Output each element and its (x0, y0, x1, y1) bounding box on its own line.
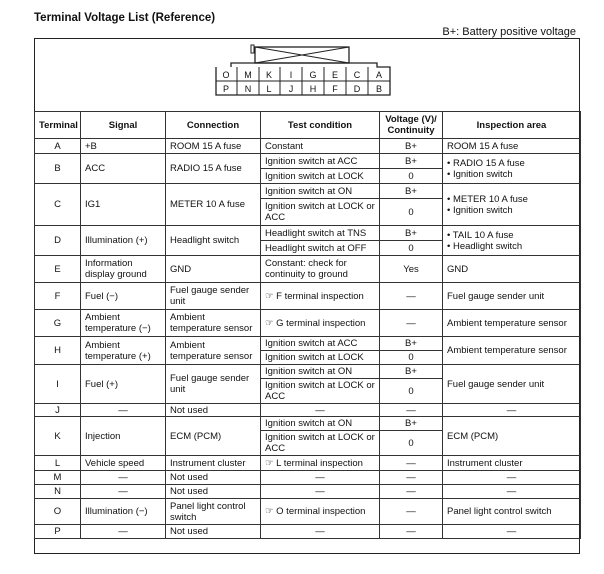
pin-F: F (332, 84, 338, 94)
inspection-cell: Instrument cluster (443, 456, 581, 471)
table-row (35, 256, 581, 283)
signal-cell: Ambient temperature (+) (81, 337, 166, 365)
signal-cell: Illumination (−) (81, 499, 166, 525)
connection-cell: METER 10 A fuse (166, 184, 261, 226)
test-cell: Constant (261, 139, 380, 154)
pin-A: A (375, 70, 383, 80)
inspection-item: • RADIO 15 A fuse (447, 157, 525, 169)
inspection-item: • Ignition switch (447, 168, 513, 180)
test-cell: ☞ G terminal inspection (261, 310, 380, 337)
inspection-cell: — (443, 485, 581, 499)
table-row (35, 283, 581, 310)
table-row (35, 525, 581, 539)
test-cell: ☞ L terminal inspection (261, 456, 380, 471)
pin-L: L (266, 84, 272, 94)
header-connection: Connection (166, 112, 261, 139)
voltage-cell: B+ (380, 226, 443, 241)
signal-cell: Fuel (−) (81, 283, 166, 310)
inspection-cell: GND (443, 256, 581, 283)
voltage-cell: Yes (380, 256, 443, 283)
pin-D: D (353, 84, 361, 94)
inspection-cell: Panel light control switch (443, 499, 581, 525)
test-cell: — (261, 485, 380, 499)
test-cell: Headlight switch at OFF (261, 241, 380, 256)
header-terminal: Terminal (35, 112, 81, 139)
pin-H: H (309, 84, 317, 94)
test-cell: Ignition switch at ON (261, 417, 380, 431)
terminal-cell: J (35, 404, 81, 417)
voltage-cell: 0 (380, 379, 443, 404)
test-cell: Ignition switch at ACC (261, 337, 380, 351)
test-cell: — (261, 471, 380, 485)
test-cell: Ignition switch at LOCK or ACC (261, 431, 380, 456)
table-row (35, 404, 581, 417)
pin-B: B (375, 84, 383, 94)
inspection-item: • Ignition switch (447, 204, 513, 216)
test-cell: Ignition switch at LOCK (261, 351, 380, 365)
voltage-cell: 0 (380, 169, 443, 184)
signal-cell: Ambient temperature (−) (81, 310, 166, 337)
connector-diagram (35, 39, 581, 112)
pin-M: M (244, 70, 252, 80)
table-row (35, 499, 581, 525)
pin-C: C (353, 70, 361, 80)
table-row (35, 310, 581, 337)
inspection-item: • TAIL 10 A fuse (447, 229, 514, 241)
test-cell: Ignition switch at LOCK or ACC (261, 199, 380, 226)
inspection-cell: Fuel gauge sender unit (443, 283, 581, 310)
terminal-voltage-table (34, 111, 581, 539)
pin-N: N (244, 84, 252, 94)
table-header-row (35, 112, 581, 139)
signal-cell: IG1 (81, 184, 166, 226)
inspection-item: • METER 10 A fuse (447, 193, 528, 205)
inspection-cell: Fuel gauge sender unit (443, 365, 581, 404)
connection-cell: Fuel gauge sender unit (166, 283, 261, 310)
pin-G: G (309, 70, 317, 80)
inspection-cell: — (443, 471, 581, 485)
table-row (35, 471, 581, 485)
connection-cell: RADIO 15 A fuse (166, 154, 261, 184)
table-row (35, 139, 581, 154)
table-row (35, 184, 581, 199)
signal-cell: Injection (81, 417, 166, 456)
connection-cell: Not used (166, 471, 261, 485)
header-test-condition: Test condition (261, 112, 380, 139)
terminal-cell: L (35, 456, 81, 471)
header-signal: Signal (81, 112, 166, 139)
voltage-cell: — (380, 525, 443, 539)
connection-cell: Instrument cluster (166, 456, 261, 471)
terminal-cell: I (35, 365, 81, 404)
voltage-cell: — (380, 404, 443, 417)
voltage-cell: — (380, 471, 443, 485)
connection-cell: ROOM 15 A fuse (166, 139, 261, 154)
terminal-cell: M (35, 471, 81, 485)
pin-E: E (331, 70, 339, 80)
connection-cell: Ambient temperature sensor (166, 337, 261, 365)
test-cell: Ignition switch at ON (261, 184, 380, 199)
connection-cell: Not used (166, 485, 261, 499)
test-cell: Ignition switch at ON (261, 365, 380, 379)
terminal-cell: O (35, 499, 81, 525)
inspection-cell (443, 154, 581, 184)
voltage-cell: — (380, 485, 443, 499)
connection-cell: Fuel gauge sender unit (166, 365, 261, 404)
pin-P: P (222, 84, 230, 94)
terminal-cell: G (35, 310, 81, 337)
signal-cell: Vehicle speed (81, 456, 166, 471)
terminal-cell: B (35, 154, 81, 184)
test-cell: ☞ O terminal inspection (261, 499, 380, 525)
pin-K: K (265, 70, 273, 80)
inspection-item: • Headlight switch (447, 240, 523, 252)
header-voltage: Voltage (V)/ Continuity (380, 112, 443, 139)
test-cell: — (261, 404, 380, 417)
voltage-cell: 0 (380, 431, 443, 456)
test-cell: Ignition switch at LOCK or ACC (261, 379, 380, 404)
voltage-cell: B+ (380, 154, 443, 169)
pin-I: I (289, 70, 293, 80)
voltage-cell: — (380, 456, 443, 471)
table-row (35, 485, 581, 499)
terminal-cell: D (35, 226, 81, 256)
signal-cell: Illumination (+) (81, 226, 166, 256)
connection-cell: Panel light control switch (166, 499, 261, 525)
terminal-cell: N (35, 485, 81, 499)
table-row (35, 417, 581, 431)
table-row (35, 456, 581, 471)
terminal-cell: A (35, 139, 81, 154)
inspection-cell: ECM (PCM) (443, 417, 581, 456)
connection-cell: Headlight switch (166, 226, 261, 256)
signal-cell: Fuel (+) (81, 365, 166, 404)
table-row (35, 337, 581, 351)
connection-cell: Not used (166, 525, 261, 539)
voltage-cell: B+ (380, 139, 443, 154)
header-inspection: Inspection area (443, 112, 581, 139)
inspection-cell: Ambient temperature sensor (443, 310, 581, 337)
terminal-cell: K (35, 417, 81, 456)
inspection-cell (443, 184, 581, 226)
table-row (35, 365, 581, 379)
test-cell: Ignition switch at ACC (261, 154, 380, 169)
table-row (35, 226, 581, 241)
voltage-cell: B+ (380, 337, 443, 351)
terminal-cell: F (35, 283, 81, 310)
inspection-cell: ROOM 15 A fuse (443, 139, 581, 154)
test-cell: — (261, 525, 380, 539)
signal-cell: +B (81, 139, 166, 154)
test-cell: Constant: check for continuity to ground (261, 256, 380, 283)
terminal-cell: C (35, 184, 81, 226)
connection-cell: ECM (PCM) (166, 417, 261, 456)
test-cell: Ignition switch at LOCK (261, 169, 380, 184)
inspection-cell: Ambient temperature sensor (443, 337, 581, 365)
signal-cell: Information display ground (81, 256, 166, 283)
voltage-cell: — (380, 283, 443, 310)
terminal-cell: E (35, 256, 81, 283)
page-title: Terminal Voltage List (Reference) (34, 12, 216, 24)
pin-J: J (288, 84, 294, 94)
connection-cell: Ambient temperature sensor (166, 310, 261, 337)
signal-cell: — (81, 485, 166, 499)
voltage-cell: — (380, 499, 443, 525)
test-cell: Headlight switch at TNS (261, 226, 380, 241)
inspection-cell (443, 226, 581, 256)
voltage-cell: 0 (380, 351, 443, 365)
signal-cell: — (81, 404, 166, 417)
signal-cell: ACC (81, 154, 166, 184)
pin-O: O (222, 70, 230, 80)
voltage-cell: 0 (380, 199, 443, 226)
inspection-cell: — (443, 525, 581, 539)
connection-cell: GND (166, 256, 261, 283)
signal-cell: — (81, 525, 166, 539)
voltage-cell: B+ (380, 184, 443, 199)
voltage-cell: B+ (380, 417, 443, 431)
signal-cell: — (81, 471, 166, 485)
inspection-cell: — (443, 404, 581, 417)
table-row (35, 154, 581, 169)
voltage-cell: B+ (380, 365, 443, 379)
voltage-cell: 0 (380, 241, 443, 256)
test-cell: ☞ F terminal inspection (261, 283, 380, 310)
connection-cell: Not used (166, 404, 261, 417)
terminal-cell: H (35, 337, 81, 365)
battery-note: B+: Battery positive voltage (442, 26, 576, 38)
terminal-cell: P (35, 525, 81, 539)
voltage-cell: — (380, 310, 443, 337)
